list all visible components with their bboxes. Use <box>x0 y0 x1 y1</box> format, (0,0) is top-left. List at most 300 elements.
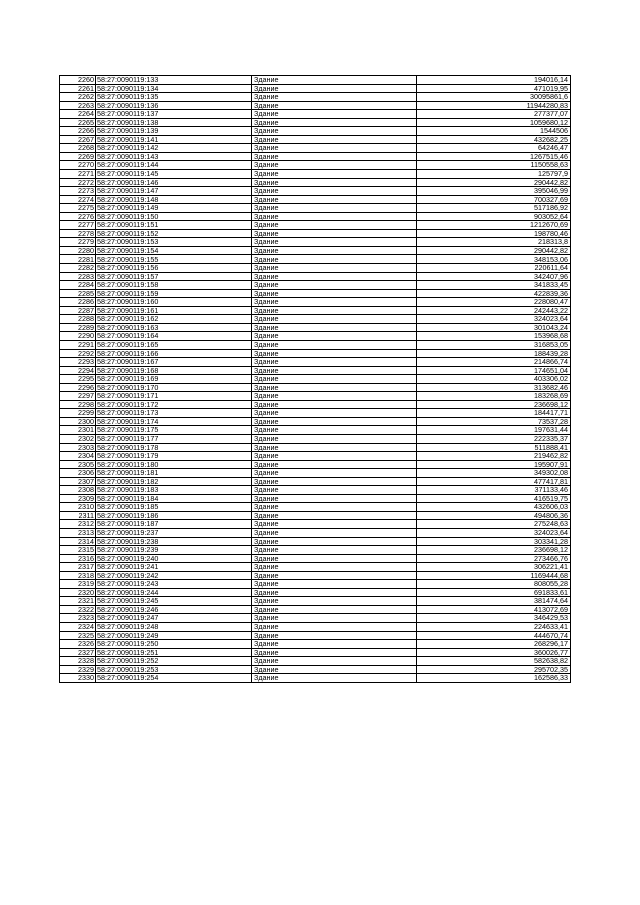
cadastral-value-cell: 306221,41 <box>417 563 571 572</box>
row-number-cell: 2268 <box>60 144 96 153</box>
row-number-cell: 2303 <box>60 443 96 452</box>
object-type-cell: Здание <box>252 417 417 426</box>
table-row <box>60 238 571 247</box>
table-row <box>60 229 571 238</box>
row-number-cell: 2321 <box>60 597 96 606</box>
table-row <box>60 272 571 281</box>
row-number-cell: 2269 <box>60 152 96 161</box>
cadastral-number-cell: 58:27:0090119:187 <box>96 520 252 529</box>
table-row <box>60 469 571 478</box>
cadastral-number-cell: 58:27:0090119:152 <box>96 229 252 238</box>
object-type-cell: Здание <box>252 554 417 563</box>
row-number-cell: 2271 <box>60 170 96 179</box>
table-row <box>60 101 571 110</box>
object-type-cell: Здание <box>252 563 417 572</box>
table-row <box>60 366 571 375</box>
cadastral-number-cell: 58:27:0090119:147 <box>96 187 252 196</box>
cadastral-number-cell: 58:27:0090119:146 <box>96 178 252 187</box>
table-body <box>60 76 571 683</box>
row-number-cell: 2300 <box>60 417 96 426</box>
table-row <box>60 375 571 384</box>
cadastral-number-cell: 58:27:0090119:181 <box>96 469 252 478</box>
cadastral-value-cell: 218313,8 <box>417 238 571 247</box>
cadastral-value-cell: 341833,45 <box>417 281 571 290</box>
cadastral-number-cell: 58:27:0090119:165 <box>96 340 252 349</box>
row-number-cell: 2292 <box>60 349 96 358</box>
cadastral-number-cell: 58:27:0090119:135 <box>96 93 252 102</box>
cadastral-value-cell: 184417,71 <box>417 409 571 418</box>
table-row <box>60 460 571 469</box>
cadastral-value-cell: 1544506 <box>417 127 571 136</box>
row-number-cell: 2301 <box>60 426 96 435</box>
cadastral-number-cell: 58:27:0090119:163 <box>96 323 252 332</box>
row-number-cell: 2288 <box>60 315 96 324</box>
cadastral-number-cell: 58:27:0090119:179 <box>96 452 252 461</box>
object-type-cell: Здание <box>252 315 417 324</box>
object-type-cell: Здание <box>252 178 417 187</box>
row-number-cell: 2319 <box>60 580 96 589</box>
table-row <box>60 409 571 418</box>
table-row <box>60 298 571 307</box>
cadastral-number-cell: 58:27:0090119:136 <box>96 101 252 110</box>
cadastral-value-cell: 346429,53 <box>417 614 571 623</box>
row-number-cell: 2330 <box>60 674 96 683</box>
row-number-cell: 2329 <box>60 665 96 674</box>
object-type-cell: Здание <box>252 623 417 632</box>
cadastral-number-cell: 58:27:0090119:186 <box>96 511 252 520</box>
object-type-cell: Здание <box>252 127 417 136</box>
cadastral-number-cell: 58:27:0090119:166 <box>96 349 252 358</box>
cadastral-value-cell: 228080,47 <box>417 298 571 307</box>
object-type-cell: Здание <box>252 332 417 341</box>
row-number-cell: 2283 <box>60 272 96 281</box>
object-type-cell: Здание <box>252 486 417 495</box>
table-row <box>60 204 571 213</box>
cadastral-value-cell: 275248,63 <box>417 520 571 529</box>
cadastral-value-cell: 1059680,12 <box>417 118 571 127</box>
cadastral-value-cell: 324023,64 <box>417 528 571 537</box>
table-row <box>60 76 571 85</box>
row-number-cell: 2265 <box>60 118 96 127</box>
object-type-cell: Здание <box>252 84 417 93</box>
cadastral-number-cell: 58:27:0090119:162 <box>96 315 252 324</box>
cadastral-value-cell: 220611,64 <box>417 264 571 273</box>
cadastral-number-cell: 58:27:0090119:155 <box>96 255 252 264</box>
object-type-cell: Здание <box>252 152 417 161</box>
object-type-cell: Здание <box>252 195 417 204</box>
object-type-cell: Здание <box>252 528 417 537</box>
object-type-cell: Здание <box>252 605 417 614</box>
cadastral-value-cell: 242443,22 <box>417 306 571 315</box>
table-row <box>60 563 571 572</box>
cadastral-number-cell: 58:27:0090119:156 <box>96 264 252 273</box>
cadastral-number-cell: 58:27:0090119:168 <box>96 366 252 375</box>
table-row <box>60 665 571 674</box>
row-number-cell: 2262 <box>60 93 96 102</box>
cadastral-value-cell: 477417,81 <box>417 477 571 486</box>
row-number-cell: 2325 <box>60 631 96 640</box>
table-row <box>60 170 571 179</box>
object-type-cell: Здание <box>252 640 417 649</box>
cadastral-number-cell: 58:27:0090119:237 <box>96 528 252 537</box>
row-number-cell: 2266 <box>60 127 96 136</box>
table-row <box>60 417 571 426</box>
table-row <box>60 212 571 221</box>
row-number-cell: 2280 <box>60 246 96 255</box>
row-number-cell: 2312 <box>60 520 96 529</box>
cadastral-number-cell: 58:27:0090119:240 <box>96 554 252 563</box>
table-row <box>60 571 571 580</box>
row-number-cell: 2279 <box>60 238 96 247</box>
table-row <box>60 580 571 589</box>
cadastral-value-cell: 582638,82 <box>417 657 571 666</box>
object-type-cell: Здание <box>252 323 417 332</box>
cadastral-value-cell: 222335,37 <box>417 434 571 443</box>
table-row <box>60 623 571 632</box>
cadastral-number-cell: 58:27:0090119:250 <box>96 640 252 649</box>
table-row <box>60 426 571 435</box>
table-row <box>60 477 571 486</box>
cadastral-value-cell: 1169444,68 <box>417 571 571 580</box>
table-row <box>60 674 571 683</box>
object-type-cell: Здание <box>252 494 417 503</box>
row-number-cell: 2263 <box>60 101 96 110</box>
table-row <box>60 118 571 127</box>
object-type-cell: Здание <box>252 503 417 512</box>
cadastral-number-cell: 58:27:0090119:238 <box>96 537 252 546</box>
row-number-cell: 2311 <box>60 511 96 520</box>
object-type-cell: Здание <box>252 537 417 546</box>
cadastral-value-cell: 313682,46 <box>417 383 571 392</box>
table-row <box>60 554 571 563</box>
object-type-cell: Здание <box>252 110 417 119</box>
cadastral-value-cell: 224633,41 <box>417 623 571 632</box>
cadastral-value-table <box>59 75 571 683</box>
cadastral-number-cell: 58:27:0090119:159 <box>96 289 252 298</box>
cadastral-number-cell: 58:27:0090119:175 <box>96 426 252 435</box>
object-type-cell: Здание <box>252 426 417 435</box>
cadastral-value-cell: 1267515,46 <box>417 152 571 161</box>
cadastral-value-cell: 236698,12 <box>417 546 571 555</box>
row-number-cell: 2264 <box>60 110 96 119</box>
table-row <box>60 597 571 606</box>
cadastral-number-cell: 58:27:0090119:154 <box>96 246 252 255</box>
object-type-cell: Здание <box>252 93 417 102</box>
cadastral-number-cell: 58:27:0090119:148 <box>96 195 252 204</box>
cadastral-value-cell: 195907,91 <box>417 460 571 469</box>
cadastral-value-cell: 422839,36 <box>417 289 571 298</box>
cadastral-value-cell: 30095861,6 <box>417 93 571 102</box>
object-type-cell: Здание <box>252 289 417 298</box>
object-type-cell: Здание <box>252 204 417 213</box>
row-number-cell: 2275 <box>60 204 96 213</box>
table-row <box>60 246 571 255</box>
object-type-cell: Здание <box>252 657 417 666</box>
row-number-cell: 2267 <box>60 135 96 144</box>
cadastral-number-cell: 58:27:0090119:157 <box>96 272 252 281</box>
cadastral-number-cell: 58:27:0090119:160 <box>96 298 252 307</box>
object-type-cell: Здание <box>252 238 417 247</box>
cadastral-number-cell: 58:27:0090119:183 <box>96 486 252 495</box>
object-type-cell: Здание <box>252 161 417 170</box>
table-row <box>60 648 571 657</box>
cadastral-number-cell: 58:27:0090119:241 <box>96 563 252 572</box>
cadastral-value-cell: 316853,05 <box>417 340 571 349</box>
cadastral-value-cell: 903052,64 <box>417 212 571 221</box>
cadastral-number-cell: 58:27:0090119:184 <box>96 494 252 503</box>
row-number-cell: 2302 <box>60 434 96 443</box>
table-row <box>60 392 571 401</box>
object-type-cell: Здание <box>252 366 417 375</box>
cadastral-value-cell: 183268,69 <box>417 392 571 401</box>
cadastral-value-cell: 371133,46 <box>417 486 571 495</box>
table-row <box>60 528 571 537</box>
row-number-cell: 2289 <box>60 323 96 332</box>
table-row <box>60 503 571 512</box>
object-type-cell: Здание <box>252 170 417 179</box>
table-row <box>60 93 571 102</box>
cadastral-number-cell: 58:27:0090119:253 <box>96 665 252 674</box>
cadastral-number-cell: 58:27:0090119:134 <box>96 84 252 93</box>
row-number-cell: 2293 <box>60 358 96 367</box>
row-number-cell: 2261 <box>60 84 96 93</box>
cadastral-value-cell: 416519,75 <box>417 494 571 503</box>
row-number-cell: 2315 <box>60 546 96 555</box>
cadastral-value-cell: 198780,46 <box>417 229 571 238</box>
row-number-cell: 2296 <box>60 383 96 392</box>
row-number-cell: 2308 <box>60 486 96 495</box>
table-row <box>60 178 571 187</box>
cadastral-value-cell: 188439,28 <box>417 349 571 358</box>
object-type-cell: Здание <box>252 520 417 529</box>
cadastral-number-cell: 58:27:0090119:246 <box>96 605 252 614</box>
cadastral-value-cell: 700327,69 <box>417 195 571 204</box>
table-row <box>60 443 571 452</box>
table-row <box>60 289 571 298</box>
object-type-cell: Здание <box>252 665 417 674</box>
object-type-cell: Здание <box>252 340 417 349</box>
cadastral-value-cell: 236698,12 <box>417 400 571 409</box>
cadastral-value-cell: 174651,04 <box>417 366 571 375</box>
cadastral-number-cell: 58:27:0090119:244 <box>96 588 252 597</box>
row-number-cell: 2320 <box>60 588 96 597</box>
cadastral-number-cell: 58:27:0090119:174 <box>96 417 252 426</box>
cadastral-number-cell: 58:27:0090119:137 <box>96 110 252 119</box>
cadastral-value-cell: 517186,92 <box>417 204 571 213</box>
row-number-cell: 2286 <box>60 298 96 307</box>
cadastral-value-cell: 432682,25 <box>417 135 571 144</box>
cadastral-value-cell: 471019,95 <box>417 84 571 93</box>
cadastral-value-cell: 494806,36 <box>417 511 571 520</box>
cadastral-number-cell: 58:27:0090119:171 <box>96 392 252 401</box>
cadastral-value-cell: 395046,99 <box>417 187 571 196</box>
cadastral-number-cell: 58:27:0090119:161 <box>96 306 252 315</box>
cadastral-number-cell: 58:27:0090119:248 <box>96 623 252 632</box>
object-type-cell: Здание <box>252 118 417 127</box>
object-type-cell: Здание <box>252 400 417 409</box>
row-number-cell: 2281 <box>60 255 96 264</box>
cadastral-value-cell: 324023,64 <box>417 315 571 324</box>
cadastral-value-cell: 360026,77 <box>417 648 571 657</box>
cadastral-number-cell: 58:27:0090119:164 <box>96 332 252 341</box>
table-row <box>60 110 571 119</box>
cadastral-number-cell: 58:27:0090119:245 <box>96 597 252 606</box>
table-row <box>60 135 571 144</box>
cadastral-number-cell: 58:27:0090119:138 <box>96 118 252 127</box>
table-row <box>60 281 571 290</box>
table-row <box>60 494 571 503</box>
table-row <box>60 486 571 495</box>
cadastral-value-cell: 1150558,63 <box>417 161 571 170</box>
row-number-cell: 2309 <box>60 494 96 503</box>
object-type-cell: Здание <box>252 358 417 367</box>
object-type-cell: Здание <box>252 349 417 358</box>
cadastral-value-cell: 348153,06 <box>417 255 571 264</box>
cadastral-number-cell: 58:27:0090119:242 <box>96 571 252 580</box>
table-row <box>60 195 571 204</box>
table-row <box>60 434 571 443</box>
row-number-cell: 2291 <box>60 340 96 349</box>
row-number-cell: 2274 <box>60 195 96 204</box>
row-number-cell: 2324 <box>60 623 96 632</box>
table-row <box>60 340 571 349</box>
cadastral-value-cell: 413072,69 <box>417 605 571 614</box>
object-type-cell: Здание <box>252 443 417 452</box>
cadastral-value-cell: 214866,74 <box>417 358 571 367</box>
cadastral-number-cell: 58:27:0090119:150 <box>96 212 252 221</box>
cadastral-number-cell: 58:27:0090119:239 <box>96 546 252 555</box>
cadastral-number-cell: 58:27:0090119:133 <box>96 76 252 85</box>
cadastral-value-cell: 444670,74 <box>417 631 571 640</box>
cadastral-value-cell: 342407,96 <box>417 272 571 281</box>
row-number-cell: 2287 <box>60 306 96 315</box>
row-number-cell: 2323 <box>60 614 96 623</box>
cadastral-number-cell: 58:27:0090119:251 <box>96 648 252 657</box>
cadastral-number-cell: 58:27:0090119:167 <box>96 358 252 367</box>
table-row <box>60 452 571 461</box>
cadastral-value-cell: 290442,82 <box>417 246 571 255</box>
object-type-cell: Здание <box>252 469 417 478</box>
row-number-cell: 2317 <box>60 563 96 572</box>
row-number-cell: 2285 <box>60 289 96 298</box>
table-row <box>60 588 571 597</box>
table-row <box>60 349 571 358</box>
object-type-cell: Здание <box>252 383 417 392</box>
object-type-cell: Здание <box>252 452 417 461</box>
object-type-cell: Здание <box>252 306 417 315</box>
object-type-cell: Здание <box>252 511 417 520</box>
cadastral-value-cell: 64246,47 <box>417 144 571 153</box>
cadastral-value-cell: 295702,35 <box>417 665 571 674</box>
row-number-cell: 2327 <box>60 648 96 657</box>
object-type-cell: Здание <box>252 546 417 555</box>
object-type-cell: Здание <box>252 144 417 153</box>
cadastral-value-cell: 125797,9 <box>417 170 571 179</box>
cadastral-number-cell: 58:27:0090119:158 <box>96 281 252 290</box>
table-row <box>60 187 571 196</box>
cadastral-number-cell: 58:27:0090119:252 <box>96 657 252 666</box>
cadastral-value-cell: 691833,61 <box>417 588 571 597</box>
table-row <box>60 221 571 230</box>
row-number-cell: 2284 <box>60 281 96 290</box>
cadastral-value-cell: 73537,28 <box>417 417 571 426</box>
cadastral-number-cell: 58:27:0090119:173 <box>96 409 252 418</box>
table-row <box>60 400 571 409</box>
table-row <box>60 520 571 529</box>
object-type-cell: Здание <box>252 212 417 221</box>
cadastral-number-cell: 58:27:0090119:169 <box>96 375 252 384</box>
table-row <box>60 537 571 546</box>
cadastral-number-cell: 58:27:0090119:185 <box>96 503 252 512</box>
table-row <box>60 144 571 153</box>
cadastral-value-cell: 808055,28 <box>417 580 571 589</box>
object-type-cell: Здание <box>252 588 417 597</box>
object-type-cell: Здание <box>252 375 417 384</box>
object-type-cell: Здание <box>252 460 417 469</box>
cadastral-number-cell: 58:27:0090119:247 <box>96 614 252 623</box>
row-number-cell: 2314 <box>60 537 96 546</box>
row-number-cell: 2272 <box>60 178 96 187</box>
cadastral-number-cell: 58:27:0090119:170 <box>96 383 252 392</box>
object-type-cell: Здание <box>252 255 417 264</box>
cadastral-value-cell: 153968,68 <box>417 332 571 341</box>
cadastral-number-cell: 58:27:0090119:143 <box>96 152 252 161</box>
row-number-cell: 2322 <box>60 605 96 614</box>
object-type-cell: Здание <box>252 614 417 623</box>
table-row <box>60 657 571 666</box>
table-row <box>60 306 571 315</box>
row-number-cell: 2328 <box>60 657 96 666</box>
object-type-cell: Здание <box>252 477 417 486</box>
row-number-cell: 2273 <box>60 187 96 196</box>
row-number-cell: 2305 <box>60 460 96 469</box>
cadastral-value-cell: 290442,82 <box>417 178 571 187</box>
object-type-cell: Здание <box>252 221 417 230</box>
row-number-cell: 2299 <box>60 409 96 418</box>
object-type-cell: Здание <box>252 272 417 281</box>
row-number-cell: 2295 <box>60 375 96 384</box>
row-number-cell: 2294 <box>60 366 96 375</box>
cadastral-value-cell: 381474,64 <box>417 597 571 606</box>
cadastral-value-cell: 197631,44 <box>417 426 571 435</box>
table-row <box>60 255 571 264</box>
object-type-cell: Здание <box>252 298 417 307</box>
row-number-cell: 2310 <box>60 503 96 512</box>
cadastral-value-cell: 303341,28 <box>417 537 571 546</box>
object-type-cell: Здание <box>252 597 417 606</box>
cadastral-number-cell: 58:27:0090119:144 <box>96 161 252 170</box>
row-number-cell: 2307 <box>60 477 96 486</box>
object-type-cell: Здание <box>252 246 417 255</box>
row-number-cell: 2278 <box>60 229 96 238</box>
cadastral-value-cell: 349302,08 <box>417 469 571 478</box>
cadastral-value-cell: 277377,07 <box>417 110 571 119</box>
row-number-cell: 2277 <box>60 221 96 230</box>
object-type-cell: Здание <box>252 76 417 85</box>
cadastral-value-cell: 268296,17 <box>417 640 571 649</box>
table-row <box>60 631 571 640</box>
cadastral-number-cell: 58:27:0090119:178 <box>96 443 252 452</box>
cadastral-number-cell: 58:27:0090119:151 <box>96 221 252 230</box>
row-number-cell: 2306 <box>60 469 96 478</box>
table-row <box>60 264 571 273</box>
cadastral-value-cell: 273466,76 <box>417 554 571 563</box>
object-type-cell: Здание <box>252 631 417 640</box>
cadastral-value-cell: 11944280,83 <box>417 101 571 110</box>
row-number-cell: 2304 <box>60 452 96 461</box>
cadastral-number-cell: 58:27:0090119:145 <box>96 170 252 179</box>
row-number-cell: 2290 <box>60 332 96 341</box>
